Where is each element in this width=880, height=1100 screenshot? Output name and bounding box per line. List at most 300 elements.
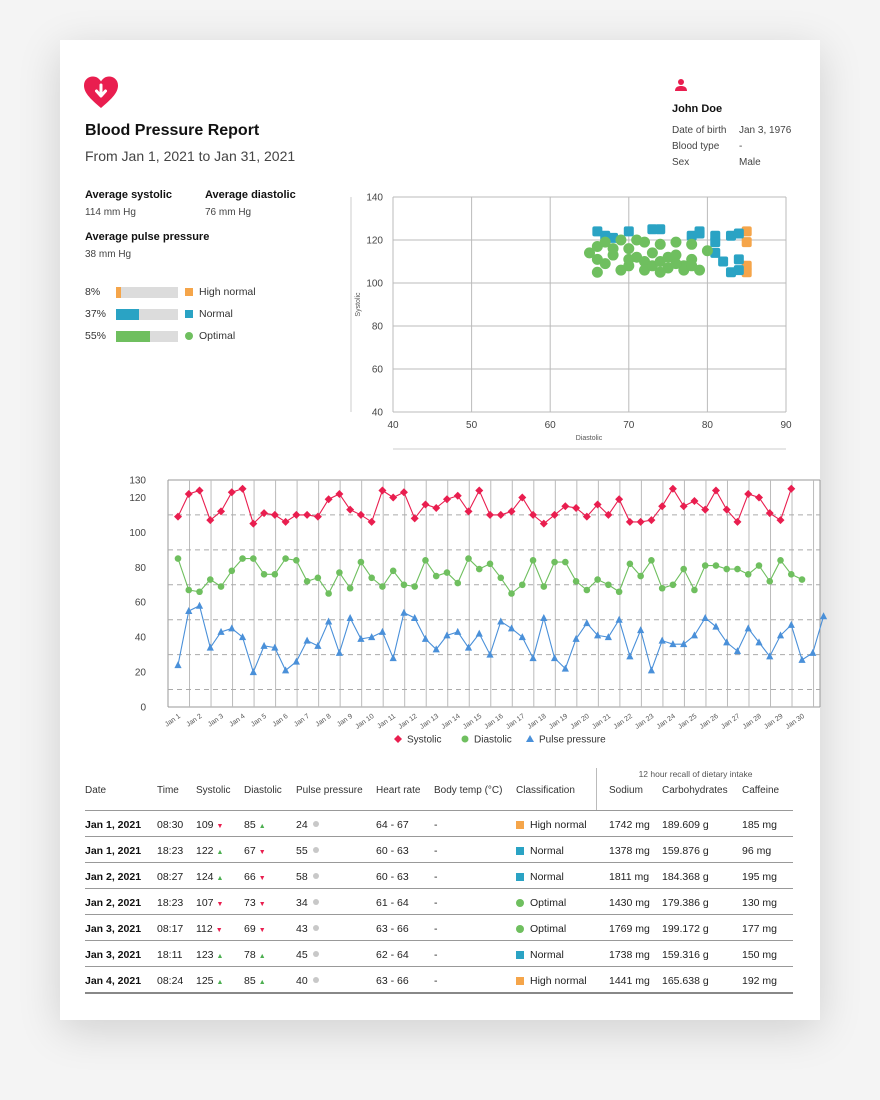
legend-item-systolic — [394, 735, 441, 746]
pulse-value: 55 — [296, 845, 308, 857]
scatter-y-tick: 100 — [366, 278, 383, 290]
cell-date: Jan 1, 2021 — [85, 845, 142, 857]
line-chart — [80, 470, 806, 760]
diastolic-point — [336, 569, 343, 576]
scatter-x-tick: 90 — [780, 420, 792, 431]
line-x-tick: Jan 3 — [206, 712, 225, 729]
diastolic-point — [637, 573, 644, 580]
report-date-range: From Jan 1, 2021 to Jan 31, 2021 — [85, 148, 296, 164]
scatter-point-high-normal — [742, 237, 752, 247]
systolic-value: 124 — [196, 871, 214, 883]
line-x-tick: Jan 17 — [504, 712, 527, 731]
systolic-value: 123 — [196, 949, 214, 961]
header-date: Date — [85, 785, 107, 796]
avg-systolic-value: 114 mm Hg — [85, 207, 136, 218]
diastolic-point — [605, 581, 612, 588]
cell-time: 08:30 — [157, 819, 184, 831]
heart-arrow-icon — [83, 75, 119, 111]
systolic-point — [378, 486, 386, 494]
pulse-pressure-point — [336, 649, 343, 656]
diastolic-point — [411, 583, 418, 590]
pulse-pressure-point — [314, 642, 321, 649]
blood-type-label: Blood type — [672, 140, 720, 152]
cell-systolic — [196, 975, 223, 987]
table-row — [85, 941, 793, 967]
pulse-pressure-point — [325, 617, 332, 624]
systolic-point — [755, 493, 763, 501]
diastolic-point — [713, 562, 720, 569]
diastolic-point — [573, 578, 580, 585]
avg-systolic-label: Average systolic — [85, 189, 173, 201]
cell-classification — [516, 975, 587, 987]
scatter-y-axis-label: Systolic — [355, 292, 362, 317]
diastolic-point — [648, 557, 655, 564]
scatter-point-normal — [624, 226, 634, 236]
diastolic-point — [508, 590, 515, 597]
scatter-point-normal — [726, 267, 736, 277]
diastolic-point — [519, 581, 526, 588]
diastolic-point — [347, 585, 354, 592]
systolic-point — [271, 511, 279, 519]
cell-caffeine: 185 mg — [742, 819, 778, 831]
distribution-percent: 37% — [85, 308, 107, 320]
dot-icon — [313, 977, 319, 983]
pulse-pressure-point — [347, 614, 354, 621]
table-body — [85, 811, 793, 994]
diastolic-point — [594, 576, 601, 583]
diastolic-point — [799, 576, 806, 583]
systolic-value: 109 — [196, 819, 214, 831]
triangle-down-icon: ▼ — [258, 927, 266, 934]
pulse-value: 34 — [296, 897, 308, 909]
scatter-chart — [330, 185, 800, 455]
diastolic-point — [476, 566, 483, 573]
dot-icon — [313, 925, 319, 931]
scatter-x-axis-label: Diastolic — [575, 435, 603, 442]
triangle-down-icon: ▼ — [258, 901, 266, 908]
classification-label: Normal — [530, 845, 564, 857]
cell-caffeine: 150 mg — [742, 949, 778, 961]
triangle-up-icon: ▲ — [258, 823, 266, 830]
distribution-bar-fill — [116, 331, 150, 342]
pulse-value: 24 — [296, 819, 308, 831]
pulse-pressure-point — [734, 647, 741, 654]
distribution-bar — [116, 331, 178, 342]
cell-time: 08:17 — [157, 923, 184, 935]
dot-icon — [313, 873, 319, 879]
cell-time: 18:23 — [157, 845, 184, 857]
readings-table — [85, 768, 793, 994]
systolic-point — [228, 488, 236, 496]
systolic-point — [335, 490, 343, 498]
diastolic-point — [766, 578, 773, 585]
scatter-x-tick: 40 — [387, 420, 399, 431]
scatter-point-normal — [718, 257, 728, 267]
cell-diastolic — [244, 975, 266, 987]
scatter-point-optimal — [608, 243, 619, 254]
cell-carbohydrates: 159.876 g — [662, 845, 709, 857]
diastolic-point — [497, 574, 504, 581]
scatter-point-normal — [734, 229, 744, 239]
cell-body-temp: - — [434, 871, 438, 883]
legend-label: Systolic — [407, 734, 442, 746]
avg-pulse-pressure — [85, 231, 209, 260]
header-classification: Classification — [516, 785, 575, 796]
diastolic-point — [282, 555, 289, 562]
classification-label: Normal — [530, 949, 564, 961]
pulse-pressure-point — [497, 617, 504, 624]
diastolic-point — [530, 557, 537, 564]
systolic-point — [292, 511, 300, 519]
systolic-point — [615, 495, 623, 503]
classification-swatch — [516, 847, 524, 855]
cell-carbohydrates: 179.386 g — [662, 897, 709, 909]
circle-icon — [462, 736, 469, 743]
systolic-point — [282, 518, 290, 526]
line-x-tick: Jan 12 — [397, 712, 419, 731]
triangle-down-icon: ▼ — [215, 927, 223, 934]
line-y-tick: 20 — [134, 667, 146, 679]
cell-time: 08:27 — [157, 871, 184, 883]
cell-sodium: 1738 mg — [609, 949, 650, 961]
cell-heart-rate: 63 - 66 — [376, 923, 409, 935]
systolic-point — [669, 485, 677, 493]
sex-value: Male — [739, 156, 761, 168]
scatter-y-tick: 140 — [366, 192, 383, 204]
cell-diastolic — [244, 871, 266, 883]
pulse-value: 58 — [296, 871, 308, 883]
cell-sodium: 1811 mg — [609, 871, 650, 883]
blood-type-value: - — [739, 140, 743, 152]
diastolic-point — [465, 555, 472, 562]
cell-date: Jan 4, 2021 — [85, 975, 142, 987]
systolic-point — [346, 506, 354, 514]
triangle-up-icon: ▲ — [258, 979, 266, 986]
triangle-up-icon: ▲ — [216, 849, 224, 856]
legend-label: Pulse pressure — [539, 734, 606, 746]
scatter-point-optimal — [655, 239, 666, 250]
header-systolic: Systolic — [196, 785, 231, 796]
cell-classification — [516, 871, 564, 883]
diastolic-point — [584, 587, 591, 594]
pulse-pressure-point — [798, 656, 805, 663]
line-x-tick: Jan 11 — [376, 712, 398, 731]
line-x-tick: Jan 30 — [784, 712, 806, 731]
diastolic-point — [745, 571, 752, 578]
table-row — [85, 967, 793, 994]
cell-heart-rate: 64 - 67 — [376, 819, 409, 831]
systolic-point — [174, 513, 182, 521]
legend-item-diastolic — [462, 735, 512, 746]
line-x-tick: Jan 22 — [612, 712, 634, 731]
patient-info — [672, 78, 812, 170]
diastolic-point — [702, 562, 709, 569]
scatter-x-tick: 50 — [466, 420, 478, 431]
line-x-tick: Jan 2 — [185, 712, 204, 729]
cell-diastolic — [244, 845, 266, 857]
systolic-point — [497, 511, 505, 519]
table-row — [85, 863, 793, 889]
avg-diastolic-value: 76 mm Hg — [205, 207, 252, 218]
pulse-pressure-point — [250, 668, 257, 675]
systolic-value: 122 — [196, 845, 214, 857]
pulse-pressure-point — [519, 633, 526, 640]
sex-label: Sex — [672, 156, 690, 168]
distribution-row — [85, 307, 233, 321]
triangle-up-icon: ▲ — [216, 875, 224, 882]
diastolic-point — [487, 561, 494, 568]
diastolic-value: 85 — [244, 975, 256, 987]
pulse-pressure-point — [260, 642, 267, 649]
header-heart-rate: Heart rate — [376, 785, 421, 796]
patient-dob-row — [672, 122, 812, 138]
diastolic-point — [358, 559, 365, 566]
systolic-point — [777, 516, 785, 524]
pulse-pressure-point — [508, 624, 515, 631]
table-row — [85, 837, 793, 863]
systolic-point — [239, 485, 247, 493]
pulse-pressure-point — [454, 628, 461, 635]
header-sodium: Sodium — [609, 785, 643, 796]
diastolic-value: 78 — [244, 949, 256, 961]
diastolic-value: 85 — [244, 819, 256, 831]
scatter-point-optimal — [639, 237, 650, 248]
systolic-point — [626, 518, 634, 526]
systolic-point — [744, 490, 752, 498]
pulse-pressure-point — [422, 635, 429, 642]
line-x-tick: Jan 15 — [461, 712, 484, 731]
triangle-down-icon: ▼ — [258, 875, 266, 882]
cell-time: 08:24 — [157, 975, 184, 987]
systolic-point — [303, 511, 311, 519]
triangle-down-icon: ▼ — [216, 823, 224, 830]
cell-heart-rate: 61 - 64 — [376, 897, 409, 909]
scatter-x-tick: 70 — [623, 420, 635, 431]
cell-sodium: 1742 mg — [609, 819, 650, 831]
cell-body-temp: - — [434, 949, 438, 961]
line-x-tick: Jan 4 — [228, 712, 247, 729]
triangle-icon — [526, 735, 534, 742]
cell-carbohydrates: 184.368 g — [662, 871, 709, 883]
cell-date: Jan 2, 2021 — [85, 871, 142, 883]
systolic-point — [637, 518, 645, 526]
triangle-down-icon: ▼ — [258, 849, 266, 856]
line-x-tick: Jan 13 — [418, 712, 441, 731]
diastolic-point — [401, 581, 408, 588]
scatter-point-optimal — [686, 239, 697, 250]
diastolic-point — [680, 566, 687, 573]
pulse-pressure-point — [400, 609, 407, 616]
systolic-value: 112 — [196, 923, 213, 935]
scatter-x-tick: 80 — [701, 420, 713, 431]
systolic-point — [464, 507, 472, 515]
distribution-row — [85, 329, 235, 343]
scatter-point-optimal — [655, 267, 666, 278]
systolic-point — [486, 511, 494, 519]
diastolic-point — [261, 571, 268, 578]
cell-diastolic — [244, 897, 266, 909]
cell-systolic — [196, 897, 223, 909]
scatter-point-optimal — [592, 267, 603, 278]
avg-pulse-value: 38 mm Hg — [85, 249, 132, 260]
cell-carbohydrates: 199.172 g — [662, 923, 709, 935]
line-y-tick: 120 — [129, 492, 146, 504]
legend-swatch — [185, 310, 193, 318]
diastolic-point — [627, 561, 634, 568]
pulse-pressure-point — [626, 652, 633, 659]
systolic-line — [178, 489, 791, 524]
diastolic-point — [670, 581, 677, 588]
line-x-tick: Jan 7 — [292, 712, 312, 729]
cell-carbohydrates: 159.316 g — [662, 949, 709, 961]
diastolic-point — [196, 588, 203, 595]
distribution-percent: 8% — [85, 286, 101, 298]
pulse-pressure-point — [282, 666, 289, 673]
scatter-point-normal — [655, 224, 665, 234]
header-body-temp: Body temp (°C) — [434, 785, 503, 796]
pulse-pressure-point — [659, 637, 666, 644]
line-y-tick: 60 — [134, 597, 146, 609]
pulse-pressure-point — [712, 623, 719, 630]
line-x-tick: Jan 18 — [526, 712, 548, 731]
pulse-value: 45 — [296, 949, 308, 961]
classification-swatch — [516, 977, 524, 985]
systolic-point — [314, 513, 322, 521]
classification-label: High normal — [530, 975, 587, 987]
cell-caffeine: 177 mg — [742, 923, 778, 935]
line-x-tick: Jan 23 — [634, 712, 656, 731]
distribution-bar-fill — [116, 309, 139, 320]
cell-sodium: 1441 mg — [609, 975, 650, 987]
pulse-pressure-point — [745, 624, 752, 631]
line-x-tick: Jan 14 — [440, 712, 462, 731]
systolic-point — [325, 495, 333, 503]
pulse-pressure-point — [174, 661, 181, 668]
cell-systolic — [196, 845, 223, 857]
header-pulse-pressure: Pulse pressure — [296, 785, 363, 796]
pulse-pressure-point — [476, 630, 483, 637]
legend-label: Diastolic — [474, 734, 512, 746]
pulse-pressure-point — [196, 602, 203, 609]
diastolic-point — [454, 580, 461, 587]
systolic-point — [196, 486, 204, 494]
classification-swatch — [516, 821, 524, 829]
pulse-pressure-point — [637, 626, 644, 633]
line-x-tick: Jan 1 — [163, 712, 182, 729]
dot-icon — [313, 821, 319, 827]
dot-icon — [313, 951, 319, 957]
diastolic-point — [293, 557, 300, 564]
pulse-pressure-point — [368, 633, 375, 640]
cell-carbohydrates: 189.609 g — [662, 819, 709, 831]
scatter-point-optimal — [600, 258, 611, 269]
diastolic-point — [616, 588, 623, 595]
pulse-pressure-point — [788, 621, 795, 628]
cell-diastolic — [244, 923, 266, 935]
diastolic-point — [207, 576, 214, 583]
scatter-point-optimal — [686, 260, 697, 271]
distribution-label: Optimal — [199, 330, 236, 342]
line-x-tick: Jan 16 — [483, 712, 505, 731]
line-x-tick: Jan 6 — [271, 712, 290, 729]
pulse-value: 40 — [296, 975, 308, 987]
patient-name: John Doe — [672, 103, 723, 115]
cell-pulse-pressure — [296, 975, 319, 987]
pulse-pressure-point — [583, 619, 590, 626]
cell-date: Jan 3, 2021 — [85, 949, 142, 961]
distribution-percent: 55% — [85, 330, 107, 342]
pulse-pressure-point — [411, 614, 418, 621]
diastolic-point — [185, 587, 192, 594]
cell-systolic — [196, 819, 223, 831]
diastolic-point — [175, 555, 182, 562]
cell-classification — [516, 819, 587, 831]
pulse-pressure-point — [293, 658, 300, 665]
cell-body-temp: - — [434, 897, 438, 909]
header-diastolic: Diastolic — [244, 785, 282, 796]
line-x-tick: Jan 24 — [655, 712, 677, 731]
scatter-y-tick: 120 — [366, 235, 383, 247]
pulse-pressure-point — [185, 607, 192, 614]
dob-value: Jan 3, 1976 — [739, 124, 792, 136]
diastolic-point — [239, 555, 246, 562]
diastolic-point — [379, 583, 386, 590]
cell-caffeine: 130 mg — [742, 897, 778, 909]
diastolic-point — [444, 569, 451, 576]
pulse-pressure-point — [540, 614, 547, 621]
classification-label: Optimal — [530, 897, 567, 909]
triangle-up-icon: ▲ — [258, 953, 266, 960]
table-row — [85, 915, 793, 941]
cell-pulse-pressure — [296, 819, 319, 831]
diastolic-value: 67 — [244, 845, 256, 857]
legend-swatch — [185, 332, 193, 340]
diastolic-point — [218, 583, 225, 590]
report-page — [60, 40, 820, 1020]
triangle-down-icon: ▼ — [216, 901, 224, 908]
diastolic-point — [562, 559, 569, 566]
diastolic-point — [551, 559, 558, 566]
distribution-label: High normal — [199, 286, 256, 298]
diastolic-point — [433, 573, 440, 580]
scatter-point-optimal — [670, 258, 681, 269]
systolic-point — [185, 490, 193, 498]
table-row — [85, 889, 793, 915]
diamond-icon — [394, 735, 402, 743]
diastolic-point — [691, 587, 698, 594]
avg-pulse-label: Average pulse pressure — [85, 231, 210, 243]
line-x-tick: Jan 28 — [741, 712, 763, 731]
avg-diastolic — [205, 189, 296, 218]
scatter-point-optimal — [647, 247, 658, 258]
line-x-tick: Jan 19 — [547, 712, 570, 731]
cell-systolic — [196, 923, 223, 935]
table-row — [85, 811, 793, 837]
person-icon — [674, 78, 688, 92]
report-title: Blood Pressure Report — [85, 122, 260, 139]
line-x-tick: Jan 26 — [698, 712, 720, 731]
line-y-tick: 130 — [129, 475, 146, 487]
line-x-tick: Jan 5 — [249, 712, 268, 729]
dob-label: Date of birth — [672, 124, 727, 136]
cell-carbohydrates: 165.638 g — [662, 975, 709, 987]
classification-swatch — [516, 873, 524, 881]
line-x-tick: Jan 20 — [569, 712, 591, 731]
pulse-pressure-point — [486, 651, 493, 658]
cell-heart-rate: 60 - 63 — [376, 845, 409, 857]
systolic-point — [712, 486, 720, 494]
pulse-pressure-point — [228, 624, 235, 631]
